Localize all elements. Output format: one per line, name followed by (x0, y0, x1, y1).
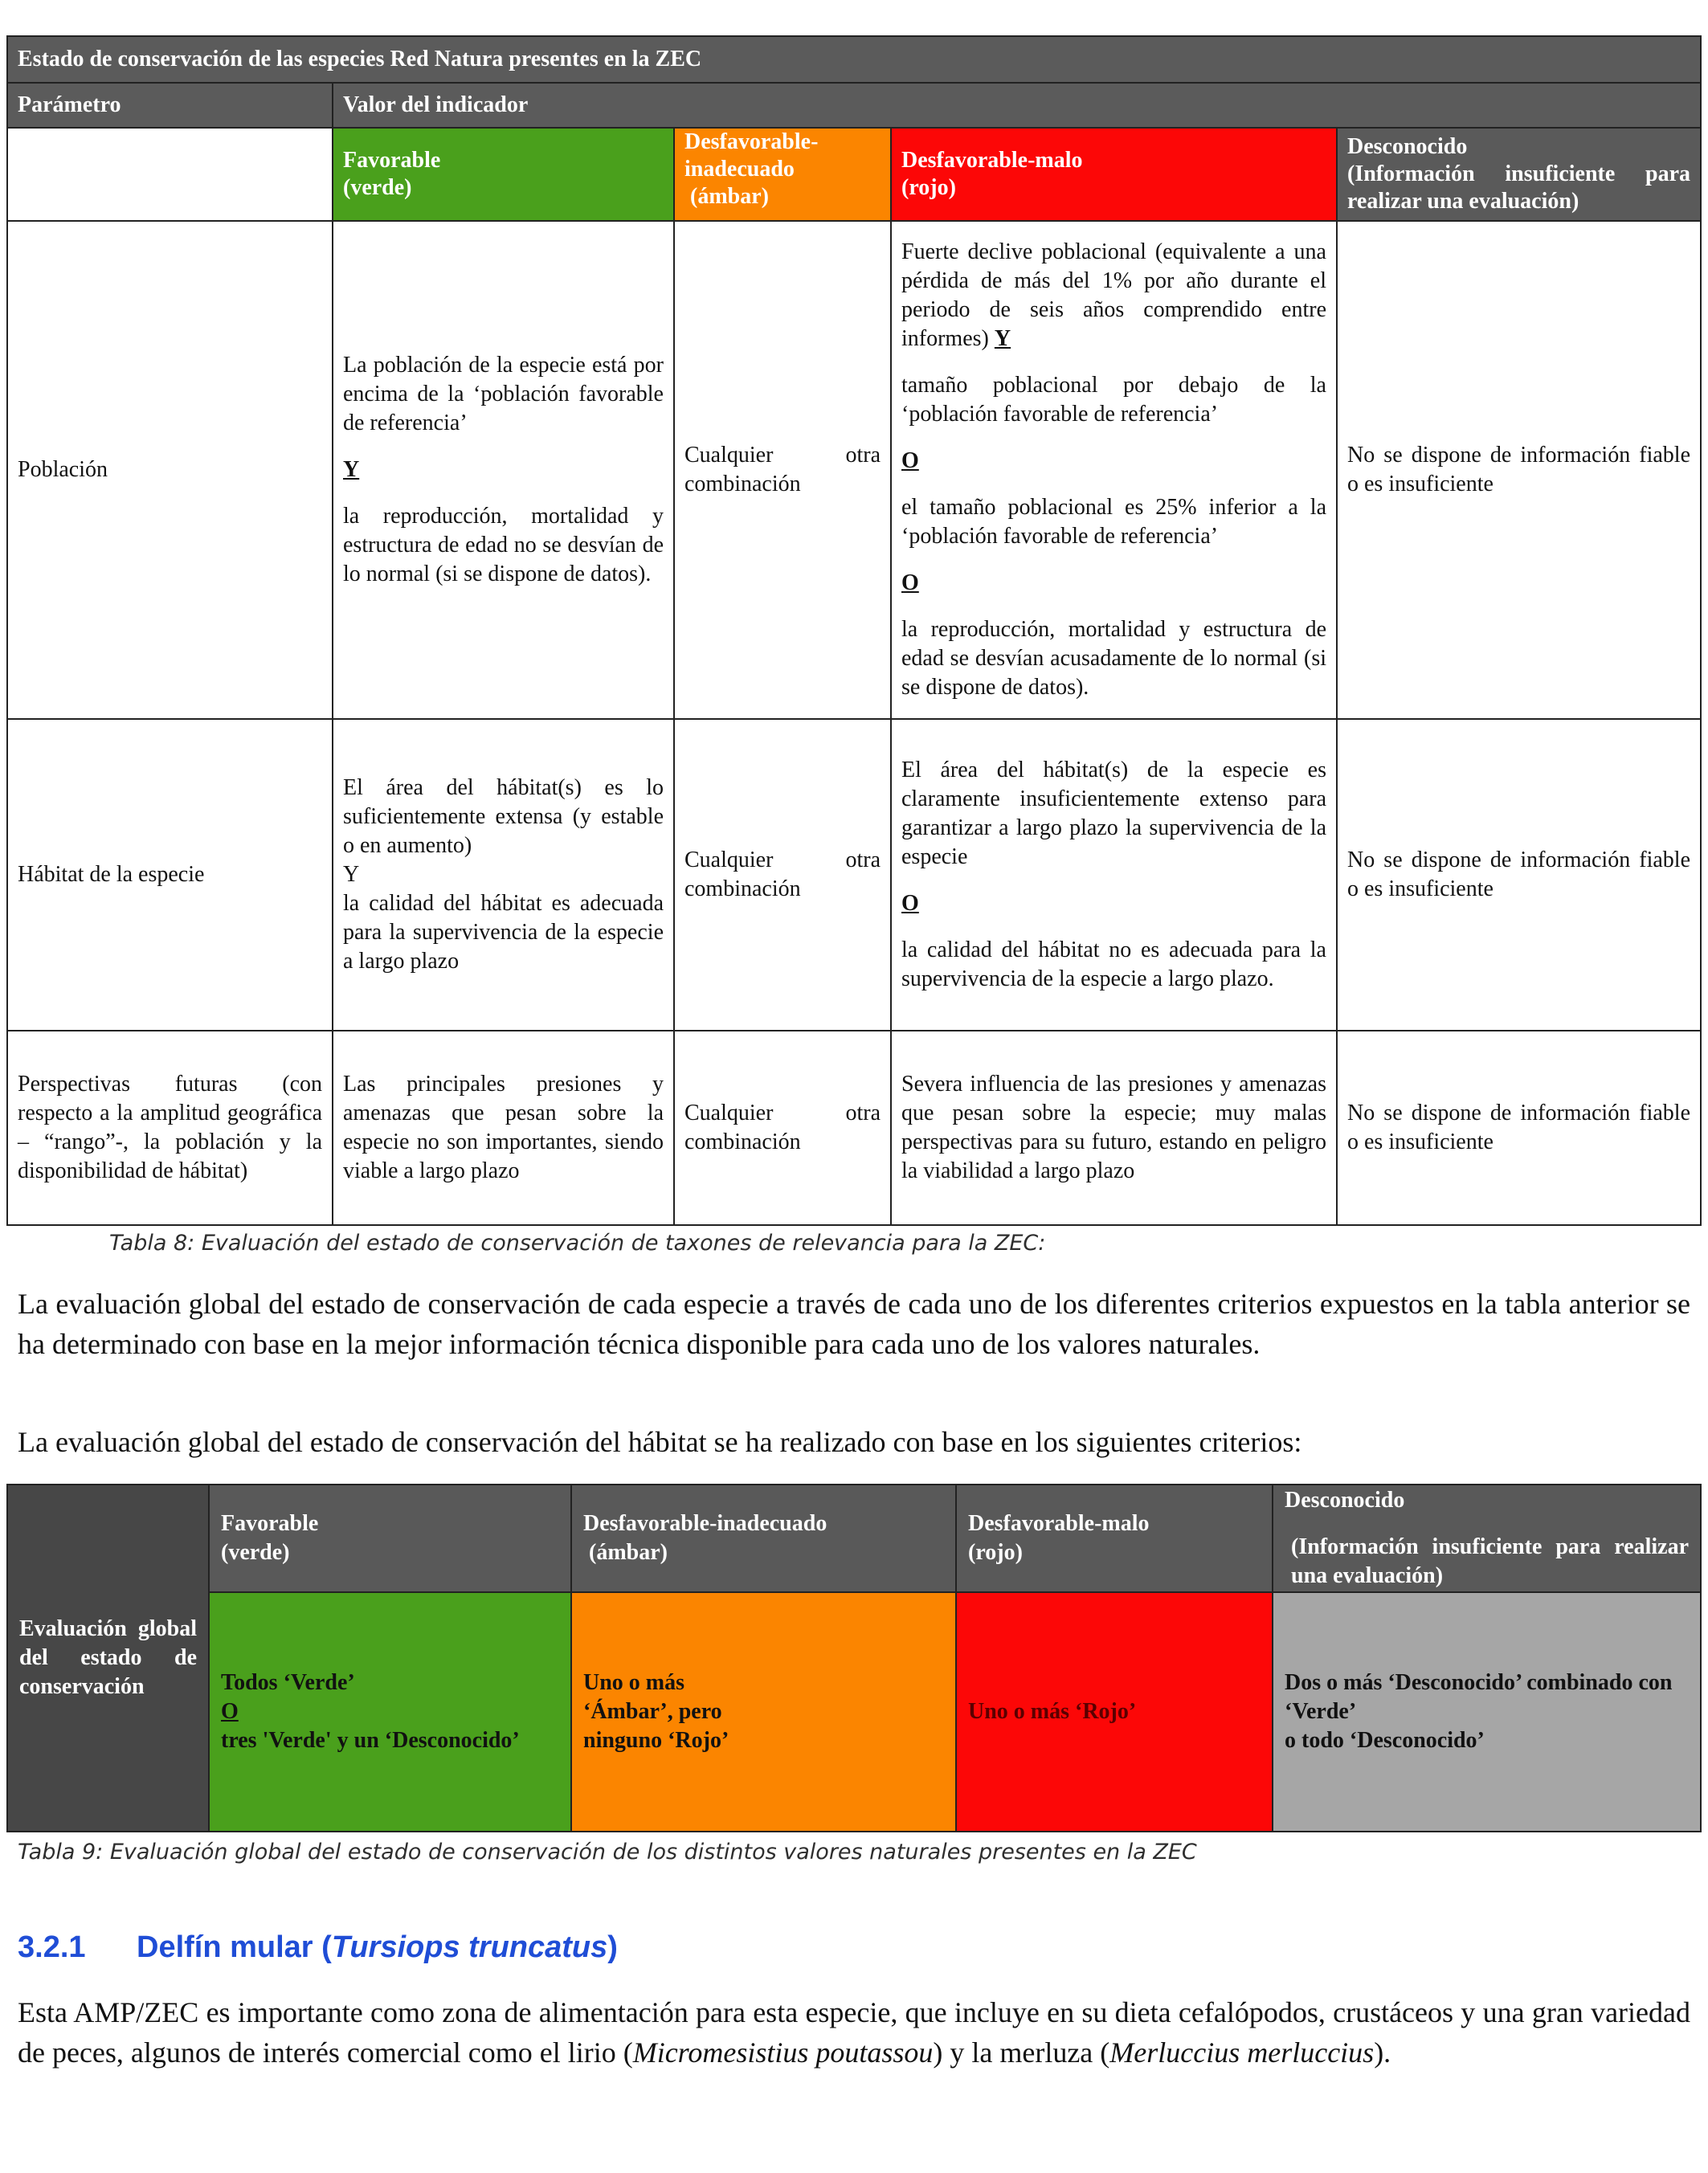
habitat-desconocido: No se dispone de información fiable o es insuficiente (1337, 719, 1701, 1031)
perspectivas-inadecuado: Cualquier otra combinación (674, 1031, 891, 1225)
poblacion-malo: Fuerte declive poblacional (equivalente a una pérdida de más del 1% por año durante el periodo de seis años comprendido entre informes) Y tamaño poblacional por debajo de la ‘población favorable de referencia’ O el tamaño poblacional es 25% inferior a la ‘población favorable de referencia’ O la reproducción, mortalidad y estructura de edad se desvían acusadamente de lo normal (si se dispone de datos). (891, 221, 1337, 719)
global-evaluation-table (6, 1484, 1702, 1832)
t9-malo-value: Uno o más ‘Rojo’ (956, 1592, 1273, 1832)
habitat-malo: El área del hábitat(s) de la especie es claramente insuficientemente extenso para garantizar a largo plazo la supervivencia de la especie O la calidad del hábitat no es adecuada para la supervivencia de la especie a largo plazo. (891, 719, 1337, 1031)
t9-favorable-header: Favorable (verde) (209, 1485, 571, 1592)
evaluation-row-label: Evaluación global del estado de conservación (7, 1485, 209, 1832)
param-perspectivas: Perspectivas futuras (con respecto a la amplitud geográfica – “rango”-, la población y la disponibilidad de hábitat) (7, 1031, 333, 1225)
t9-inadecuado-value: Uno o más ‘Ámbar’, pero ninguno ‘Rojo’ (571, 1592, 956, 1832)
habitat-favorable: El área del hábitat(s) es lo suficientemente extensa (y estable o en aumento) Y la calidad del hábitat es adecuada para la supervivencia de la especie a largo plazo (333, 719, 674, 1031)
param-poblacion: Población (7, 221, 333, 719)
poblacion-favorable: La población de la especie está por encima de la ‘población favorable de referencia’ Y la reproducción, mortalidad y estructura de edad no se desvían de lo normal (si se dispone de datos). (333, 221, 674, 719)
table-row (7, 719, 1701, 1031)
conservation-status-table (6, 35, 1702, 1226)
param-habitat: Hábitat de la especie (7, 719, 333, 1031)
paragraph-species: Esta AMP/ZEC es importante como zona de alimentación para esta especie, que incluye en su dieta cefalópodos, crustáceos y una gran variedad de peces, algunos de interés comercial como el lirio (Micromesistius poutassou) y la merluza (Merluccius merluccius). (18, 1996, 1690, 2069)
malo-header: Desfavorable-malo (rojo) (891, 128, 1337, 221)
poblacion-inadecuado: Cualquier otra combinación (674, 221, 891, 719)
t9-desconocido-value: Dos o más ‘Desconocido’ combinado con ‘Verde’ o todo ‘Desconocido’ (1273, 1592, 1701, 1832)
t9-favorable-value: Todos ‘Verde’ O tres 'Verde' y un ‘Desconocido’ (209, 1592, 571, 1832)
paragraph-habitat-criteria: La evaluación global del estado de conservación del hábitat se ha realizado con base en los siguientes criterios: (18, 1426, 1302, 1458)
table8-title: Estado de conservación de las especies Red Natura presentes en la ZEC (7, 36, 1701, 83)
inadecuado-header: Desfavorable- inadecuado (ámbar) (674, 128, 891, 221)
section-number: 3.2.1 (18, 1930, 86, 1964)
poblacion-desconocido: No se dispone de información fiable o es insuficiente (1337, 221, 1701, 719)
perspectivas-desconocido: No se dispone de información fiable o es insuficiente (1337, 1031, 1701, 1225)
table-row (7, 221, 1701, 719)
value-header: Valor del indicador (333, 83, 1701, 128)
perspectivas-favorable: Las principales presiones y amenazas que pesan sobre la especie no son importantes, siendo viable a largo plazo (333, 1031, 674, 1225)
blank-header-cell (7, 128, 333, 221)
section-heading: 3.2.1 Delfín mular (Tursiops truncatus) (18, 1928, 618, 1967)
paragraph-global-evaluation: La evaluación global del estado de conservación de cada especie a través de cada uno de los diferentes criterios expuestos en la tabla anterior se ha determinado con base en la mejor información técnica disponible para cada uno de los valores naturales. (18, 1288, 1690, 1360)
t9-desconocido-header: Desconocido (Información insuficiente para realizar una evaluación) (1273, 1485, 1701, 1592)
table-row (7, 1031, 1701, 1225)
favorable-header: Favorable (verde) (333, 128, 674, 221)
param-header: Parámetro (7, 83, 333, 128)
species-name: Tursiops truncatus (331, 1930, 608, 1964)
t9-malo-header: Desfavorable-malo (rojo) (956, 1485, 1273, 1592)
desconocido-header: Desconocido (Información insuficiente para realizar una evaluación) (1337, 128, 1701, 221)
table8-caption: Tabla 8: Evaluación del estado de conservación de taxones de relevancia para la ZEC: (109, 1231, 1046, 1256)
habitat-inadecuado: Cualquier otra combinación (674, 719, 891, 1031)
table9-caption: Tabla 9: Evaluación global del estado de conservación de los distintos valores naturales presentes en la ZEC (18, 1840, 1197, 1865)
t9-inadecuado-header: Desfavorable-inadecuado (ámbar) (571, 1485, 956, 1592)
perspectivas-malo: Severa influencia de las presiones y amenazas que pesan sobre la especie; muy malas perspectivas para su futuro, estando en peligro la viabilidad a largo plazo (891, 1031, 1337, 1225)
